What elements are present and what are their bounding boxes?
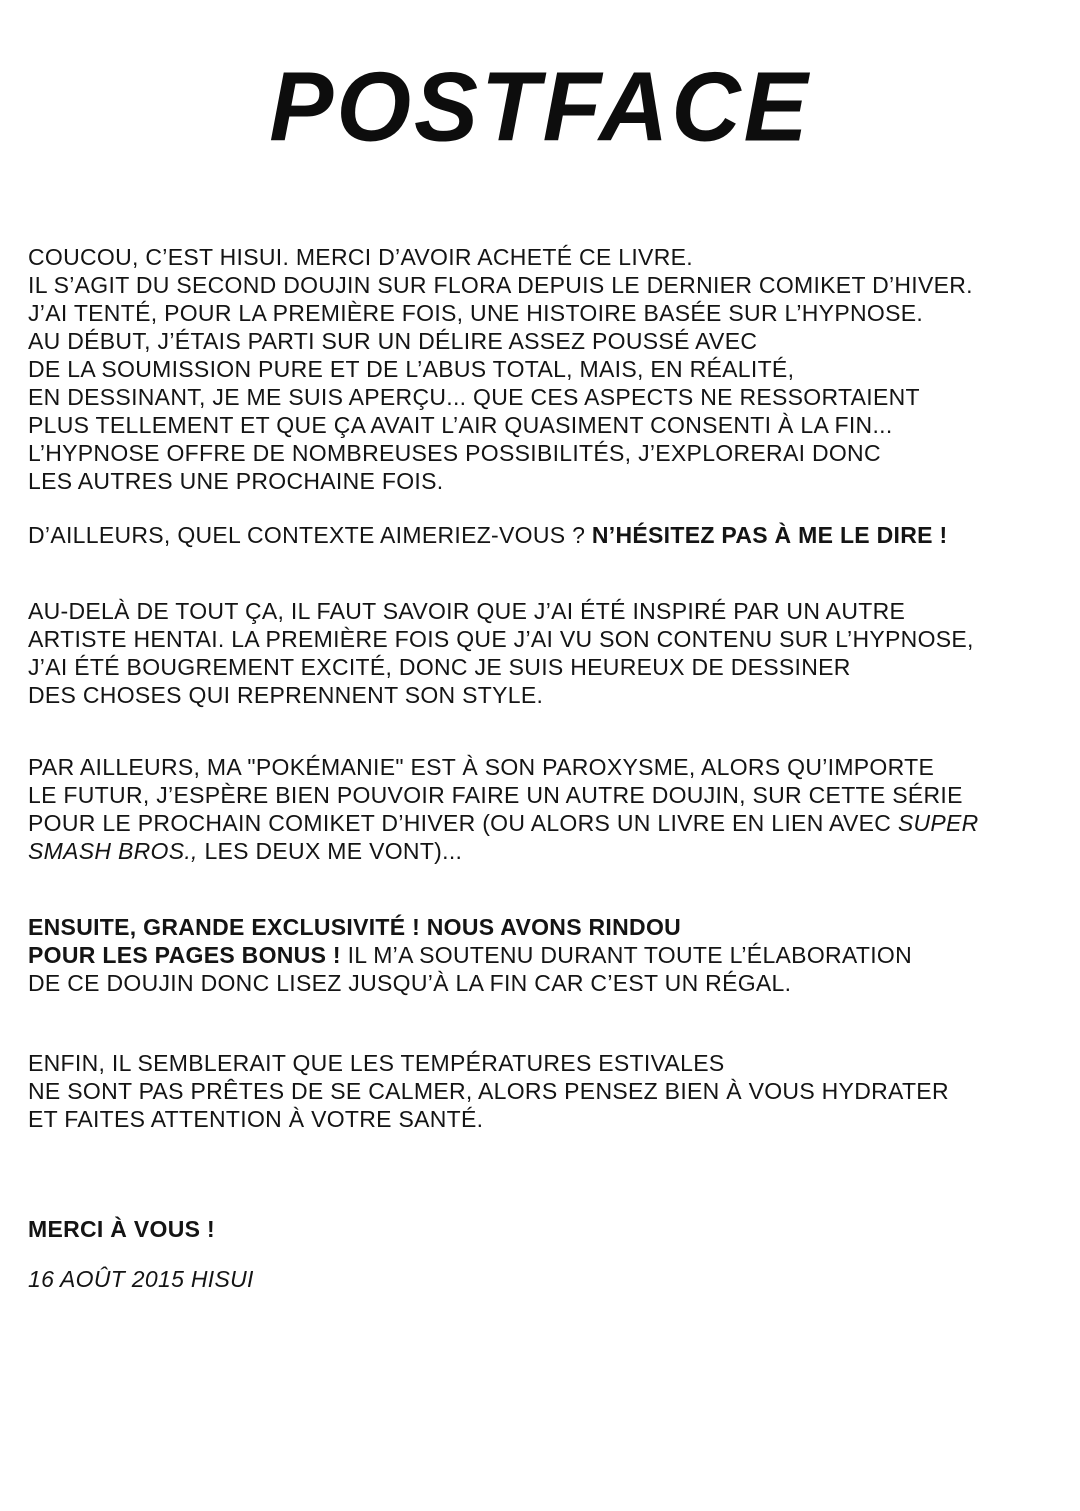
text-line bbox=[28, 411, 1066, 439]
text-line bbox=[28, 597, 1066, 625]
paragraph-rindou bbox=[28, 913, 1066, 997]
text-line bbox=[28, 653, 1066, 681]
paragraph-thanks bbox=[28, 1215, 1066, 1243]
text-segment: ARTISTE HENTAI. LA PREMIÈRE FOIS QUE J’AI VU SON CONTENU SUR L’HYPNOSE, bbox=[28, 626, 974, 652]
text-line bbox=[28, 1077, 1066, 1105]
text-segment: PAR AILLEURS, MA "POKÉMANIE" EST À SON PAROXYSME, ALORS QU’IMPORTE bbox=[28, 754, 935, 780]
text-line bbox=[28, 467, 1066, 495]
text-segment: NE SONT PAS PRÊTES DE SE CALMER, ALORS PENSEZ BIEN À VOUS HYDRATER bbox=[28, 1078, 949, 1104]
paragraph-date bbox=[28, 1265, 1066, 1293]
text-segment: ET FAITES ATTENTION À VOTRE SANTÉ. bbox=[28, 1106, 484, 1132]
paragraph-intro bbox=[28, 243, 1066, 495]
text-line bbox=[28, 439, 1066, 467]
text-line bbox=[28, 1265, 1066, 1293]
text-line bbox=[28, 355, 1066, 383]
text-segment: LES DEUX ME VONT)... bbox=[197, 838, 463, 864]
text-line bbox=[28, 383, 1066, 411]
text-segment: 16 AOÛT 2015 HISUI bbox=[28, 1266, 254, 1292]
text-line bbox=[28, 913, 1066, 941]
paragraph-inspiration bbox=[28, 597, 1066, 709]
text-line bbox=[28, 327, 1066, 355]
text-line bbox=[28, 243, 1066, 271]
text-line bbox=[28, 809, 1066, 837]
text-line bbox=[28, 681, 1066, 709]
text-segment: SMASH BROS., bbox=[28, 838, 198, 864]
text-segment: AU DÉBUT, J’ÉTAIS PARTI SUR UN DÉLIRE ASSEZ POUSSÉ AVEC bbox=[28, 328, 758, 354]
paragraph-pokemania bbox=[28, 753, 1066, 865]
text-segment: L’HYPNOSE OFFRE DE NOMBREUSES POSSIBILITÉS, J’EXPLORERAI DONC bbox=[28, 440, 881, 466]
text-segment: EN DESSINANT, JE ME SUIS APERÇU... QUE CES ASPECTS NE RESSORTAIENT bbox=[28, 384, 920, 410]
text-segment: N’HÉSITEZ PAS À ME LE DIRE ! bbox=[591, 522, 948, 548]
paragraph-health bbox=[28, 1049, 1066, 1133]
text-line bbox=[28, 271, 1066, 299]
text-segment: POUR LE PROCHAIN COMIKET D’HIVER (OU ALORS UN LIVRE EN LIEN AVEC bbox=[28, 810, 898, 836]
text-segment: IL M’A SOUTENU DURANT TOUTE L’ÉLABORATION bbox=[347, 942, 912, 968]
text-line bbox=[28, 781, 1066, 809]
text-line bbox=[28, 1105, 1066, 1133]
text-line bbox=[28, 1215, 1066, 1243]
text-segment: DES CHOSES QUI REPRENNENT SON STYLE. bbox=[28, 682, 544, 708]
text-line bbox=[28, 625, 1066, 653]
text-line bbox=[28, 969, 1066, 997]
text-segment: ENSUITE, GRANDE EXCLUSIVITÉ ! NOUS AVONS RINDOU bbox=[28, 914, 682, 940]
text-line bbox=[28, 837, 1066, 865]
text-segment: D’AILLEURS, QUEL CONTEXTE AIMERIEZ-VOUS ? bbox=[28, 522, 592, 548]
text-segment: ENFIN, IL SEMBLERAIT QUE LES TEMPÉRATURES ESTIVALES bbox=[28, 1050, 725, 1076]
text-segment: LES AUTRES UNE PROCHAINE FOIS. bbox=[28, 468, 444, 494]
text-segment: DE CE DOUJIN DONC LISEZ JUSQU’À LA FIN CAR C’EST UN RÉGAL. bbox=[28, 970, 792, 996]
text-segment: SUPER bbox=[897, 810, 979, 836]
text-segment: J’AI TENTÉ, POUR LA PREMIÈRE FOIS, UNE HISTOIRE BASÉE SUR L’HYPNOSE. bbox=[28, 300, 924, 326]
text-segment: LE FUTUR, J’ESPÈRE BIEN POUVOIR FAIRE UN AUTRE DOUJIN, SUR CETTE SÉRIE bbox=[28, 782, 963, 808]
text-segment: DE LA SOUMISSION PURE ET DE L’ABUS TOTAL, MAIS, EN RÉALITÉ, bbox=[28, 356, 795, 382]
text-segment: COUCOU, C’EST HISUI. MERCI D’AVOIR ACHETÉ CE LIVRE. bbox=[28, 244, 693, 270]
text-segment: J’AI ÉTÉ BOUGREMENT EXCITÉ, DONC JE SUIS HEUREUX DE DESSINER bbox=[28, 654, 851, 680]
postface-body bbox=[28, 243, 1066, 1293]
paragraph-context-question bbox=[28, 521, 1066, 549]
text-line bbox=[28, 1049, 1066, 1077]
text-segment: MERCI À VOUS ! bbox=[28, 1216, 215, 1242]
page-title: POSTFACE bbox=[269, 52, 811, 163]
text-line bbox=[28, 753, 1066, 781]
text-segment: PLUS TELLEMENT ET QUE ÇA AVAIT L’AIR QUASIMENT CONSENTI À LA FIN... bbox=[28, 412, 893, 438]
text-segment: POUR LES PAGES BONUS ! bbox=[28, 942, 348, 968]
text-line bbox=[28, 299, 1066, 327]
text-segment: AU-DELÀ DE TOUT ÇA, IL FAUT SAVOIR QUE J’AI ÉTÉ INSPIRÉ PAR UN AUTRE bbox=[28, 598, 906, 624]
text-line bbox=[28, 941, 1066, 969]
text-line bbox=[28, 521, 1066, 549]
text-segment: IL S’AGIT DU SECOND DOUJIN SUR FLORA DEPUIS LE DERNIER COMIKET D’HIVER. bbox=[28, 272, 973, 298]
